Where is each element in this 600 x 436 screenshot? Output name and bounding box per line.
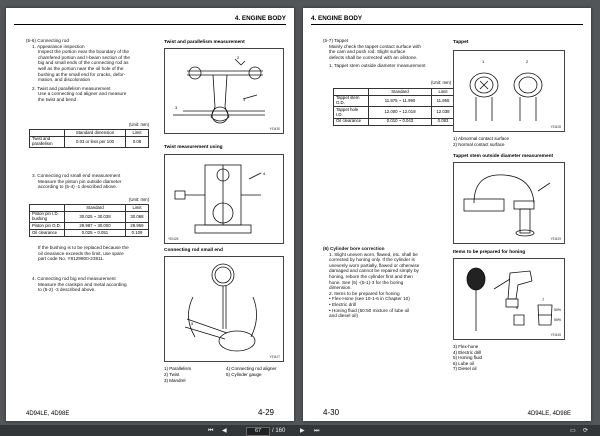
text-line: • Electric drill <box>329 301 356 307</box>
tappet-table <box>333 88 455 126</box>
text-line: chamfered portion and I-beam section of the <box>38 54 130 60</box>
rod-aligner-figure <box>164 154 284 244</box>
table-row <box>30 223 149 230</box>
text-line: Inspect the portion near the boundary of the <box>38 49 129 55</box>
legend-item: 2) Twist <box>164 372 180 377</box>
tappet-text <box>323 38 458 69</box>
figure-legend <box>453 344 482 372</box>
header-title: 4. ENGINE BODY <box>311 15 363 22</box>
pdf-viewer-toolbar <box>0 425 600 436</box>
row-label: Piston pin I.D. bushing <box>30 211 65 223</box>
step-body <box>26 91 158 102</box>
text-line: Use a connecting rod aligner and measure <box>38 91 127 97</box>
header-cell: Standard dimension <box>65 130 126 137</box>
legend-item: 6) Lube oil <box>453 360 475 366</box>
page-4-30 <box>303 8 591 421</box>
header-cell: Standard <box>65 205 126 212</box>
step-body <box>26 179 158 190</box>
cylinder-bore-text <box>323 246 463 319</box>
legend-item: 5) Cylinder gauge <box>226 372 262 377</box>
text-line: dimension. <box>329 285 352 291</box>
next-page-icon[interactable]: ▶ <box>300 427 305 434</box>
aligner-drawing <box>165 155 283 243</box>
tappet-figure <box>453 50 565 132</box>
legend-item: 7) Diesel oil <box>453 366 477 372</box>
step-body <box>26 282 158 293</box>
header-cell: Standard <box>369 89 432 96</box>
figure-id: YEI427 <box>269 355 280 359</box>
value-cell: 0.010 ~ 0.043 <box>369 118 432 125</box>
legend-item: 3) Mandrel <box>164 378 186 383</box>
honing-items-figure <box>453 258 565 340</box>
table-row <box>334 95 455 107</box>
text-line: and diesel oil) <box>329 313 358 319</box>
fit-page-icon[interactable]: ▭ <box>570 427 576 434</box>
footer-model: 4D94LE, 4D98E <box>26 411 70 417</box>
figure-title: Tappet stem outside diameter measurement <box>453 154 554 159</box>
unit-label: (Unit: mm) <box>431 80 452 85</box>
bushing-note <box>38 245 160 262</box>
value-cell: 11.975 ~ 11.990 <box>369 95 432 107</box>
legend-item: 2) Normal contact surface <box>453 141 505 147</box>
text-line: defects shall be corrected with an oilstone. <box>329 54 418 60</box>
tappet-drawing <box>454 51 564 131</box>
page-header <box>311 13 583 25</box>
row-label: Oil clearance <box>334 118 369 125</box>
figure-id: YEI430 <box>269 127 280 131</box>
svg-text:2: 2 <box>237 55 240 60</box>
cylinder-gauge-drawing <box>165 257 283 361</box>
bottle-6-label: 6 <box>516 305 519 310</box>
value-cell: 0.083 <box>432 118 455 125</box>
text-line: Measure the piston pin outside diameter <box>38 178 122 184</box>
row-label: Tappet stem O.D. <box>334 95 369 107</box>
small-end-figure <box>164 256 284 362</box>
value-cell: 0.08 <box>126 136 149 148</box>
text-line: unevenly worn partially, flawed or otherwise <box>329 262 420 268</box>
header-cell: Limit <box>126 205 149 212</box>
section-body <box>323 252 463 319</box>
text-line: the cam and push rod. Slight surface <box>329 49 406 55</box>
bottle-7-label: 7 <box>542 297 545 302</box>
row-label: Tappet hole I.D. <box>334 107 369 119</box>
page-4-29 <box>6 8 294 421</box>
text-line: Twist measurement using <box>164 144 223 150</box>
small-end-text <box>26 173 158 190</box>
text-line: well as the portion near the oil hole of the <box>38 65 124 71</box>
ratio-label: 50% <box>554 308 562 312</box>
ratio-label: 50% <box>554 318 562 322</box>
section-title: (5-7) Tappet <box>323 38 349 43</box>
figure-id: YEI429 <box>550 237 561 241</box>
text-line: to (5-2) -3 described above. <box>38 287 96 293</box>
table-row <box>334 107 455 119</box>
svg-text:2: 2 <box>526 59 529 64</box>
header-title: 4. ENGINE BODY <box>234 15 286 22</box>
figure-title: Connecting rod small end <box>164 248 223 253</box>
first-page-icon[interactable]: ⏮ <box>208 427 214 434</box>
text-line: bushing at the small end for cracks, defor- <box>38 71 126 77</box>
text-line: 1. Slight uneven worn, flawed, etc. shall be <box>329 251 418 257</box>
prev-page-icon[interactable]: ◀ <box>222 427 227 434</box>
value-cell: 30.068 <box>126 211 149 223</box>
legend-item: 1) Parallelism <box>164 366 192 371</box>
section-title: (5-6) Connecting rod <box>26 38 69 43</box>
tappet-stem-figure <box>453 162 565 244</box>
text-line: big and small ends of the connecting rod as <box>38 60 129 66</box>
value-cell: 29.987 ~ 30.000 <box>65 223 126 230</box>
step-body <box>26 49 158 83</box>
text-line: Measure the crankpin and metal according <box>38 281 127 287</box>
figure-legend <box>453 136 509 147</box>
value-cell: 12.000 ~ 12.018 <box>369 107 432 119</box>
row-label: Oil clearance <box>30 230 65 237</box>
footer-page: 4-29 <box>257 408 274 417</box>
twist-table <box>29 129 149 148</box>
legend-item: 3) Flex-hone <box>453 344 479 349</box>
rotate-icon[interactable]: ⟳ <box>583 427 589 434</box>
section-title: (6) Cylinder bore correction <box>323 246 385 251</box>
table-row <box>30 211 149 223</box>
figure-title: Items to be prepared for honing <box>453 250 526 255</box>
page-total: / 160 <box>272 427 286 434</box>
footer-page: 4-30 <box>323 408 340 417</box>
connecting-rod-drawing <box>165 49 283 133</box>
text-line: according to (5-4) -1 described above. <box>38 184 118 190</box>
svg-text:4: 4 <box>263 171 266 176</box>
legend-item: 4) Electric drill <box>453 349 482 355</box>
table-row <box>30 230 149 237</box>
section-body <box>323 44 458 61</box>
step-title: 1. Tappet stem outside diameter measurement <box>329 63 426 69</box>
text-line: 2. Items to be prepared for honing <box>329 290 400 296</box>
step-title: 2. Twist and parallelism measurement <box>32 85 111 91</box>
legend-item: 5) Honing fluid <box>453 355 483 361</box>
value-cell: 29.959 <box>126 223 149 230</box>
text-line: Mainly check the tappet contact surface with <box>329 43 421 49</box>
honing-items-drawing <box>454 259 564 339</box>
svg-text:1: 1 <box>243 97 246 102</box>
text-line: If the bushing is to be replaced because the <box>38 245 129 250</box>
value-cell: 0.03 or less per 100 <box>65 136 126 148</box>
value-cell: 12.038 <box>432 107 455 119</box>
step-title: 4. Connecting rod big end measurement <box>32 276 116 281</box>
step-title: 1. Appearance inspection <box>32 43 85 49</box>
text-line: honing, rebore the cylinder first and then <box>329 273 413 279</box>
connecting-rod-text <box>26 38 158 103</box>
figure-title: Tappet <box>453 40 469 45</box>
figure-id: YEI426 <box>168 237 179 241</box>
svg-text:3: 3 <box>175 105 178 110</box>
table-row <box>334 118 455 125</box>
row-label: Piston pin O.D. <box>30 223 65 230</box>
twist-parallelism-figure <box>164 48 284 134</box>
value-cell: 30.025 ~ 30.038 <box>65 211 126 223</box>
small-end-table <box>29 204 149 237</box>
text-line: mation, and discoloration <box>38 77 91 83</box>
big-end-text <box>26 276 158 293</box>
unit-label: (Unit: mm) <box>129 197 150 202</box>
figure-title: Twist and parallelism measurement <box>164 40 245 45</box>
header-cell: Limit <box>126 130 149 137</box>
text-line: • Honing fluid (50:50 mixture of lube oil <box>329 307 410 313</box>
page-number-input[interactable]: 67 <box>246 427 270 436</box>
value-cell: 11.955 <box>432 95 455 107</box>
text-line: the twist and bend . <box>38 96 79 102</box>
text-line: damaged and cannot be repaired simply by <box>329 268 419 274</box>
figure-id: YEI428 <box>550 125 561 129</box>
text-line: • Flex-Hone (see 10-1-6 in Chapter 10) <box>329 296 410 302</box>
text-line: oil clearance exceeds the limit, use spare <box>38 250 124 256</box>
svg-text:1: 1 <box>482 59 485 64</box>
footer-model: 4D94LE, 4D98E <box>527 411 571 417</box>
svg-text:5: 5 <box>191 321 194 326</box>
value-cell: 0.025 ~ 0.051 <box>65 230 126 237</box>
legend-item: 4) Connecting rod aligner <box>226 366 277 371</box>
legend-item: 1) Abnormal contact surface <box>453 136 510 141</box>
row-label: Twist and parallelism <box>30 136 65 148</box>
header-cell: Limit <box>432 89 455 96</box>
figure-id: YEI445 <box>550 333 561 337</box>
value-cell: 0.109 <box>126 230 149 237</box>
text-line: corrected by honing only. If the cylinder is <box>329 257 415 263</box>
text-line: part code No. Y8129900-23911. <box>38 256 105 262</box>
micrometer-drawing <box>454 163 564 243</box>
page-header <box>14 13 286 25</box>
step-title: 3. Connecting rod small end measurement <box>32 173 121 178</box>
unit-label: (Unit: mm) <box>129 122 150 127</box>
text-line: hone. See (5) -(5-1)-3 for the boring <box>329 279 404 285</box>
last-page-icon[interactable]: ⏭ <box>314 427 320 434</box>
